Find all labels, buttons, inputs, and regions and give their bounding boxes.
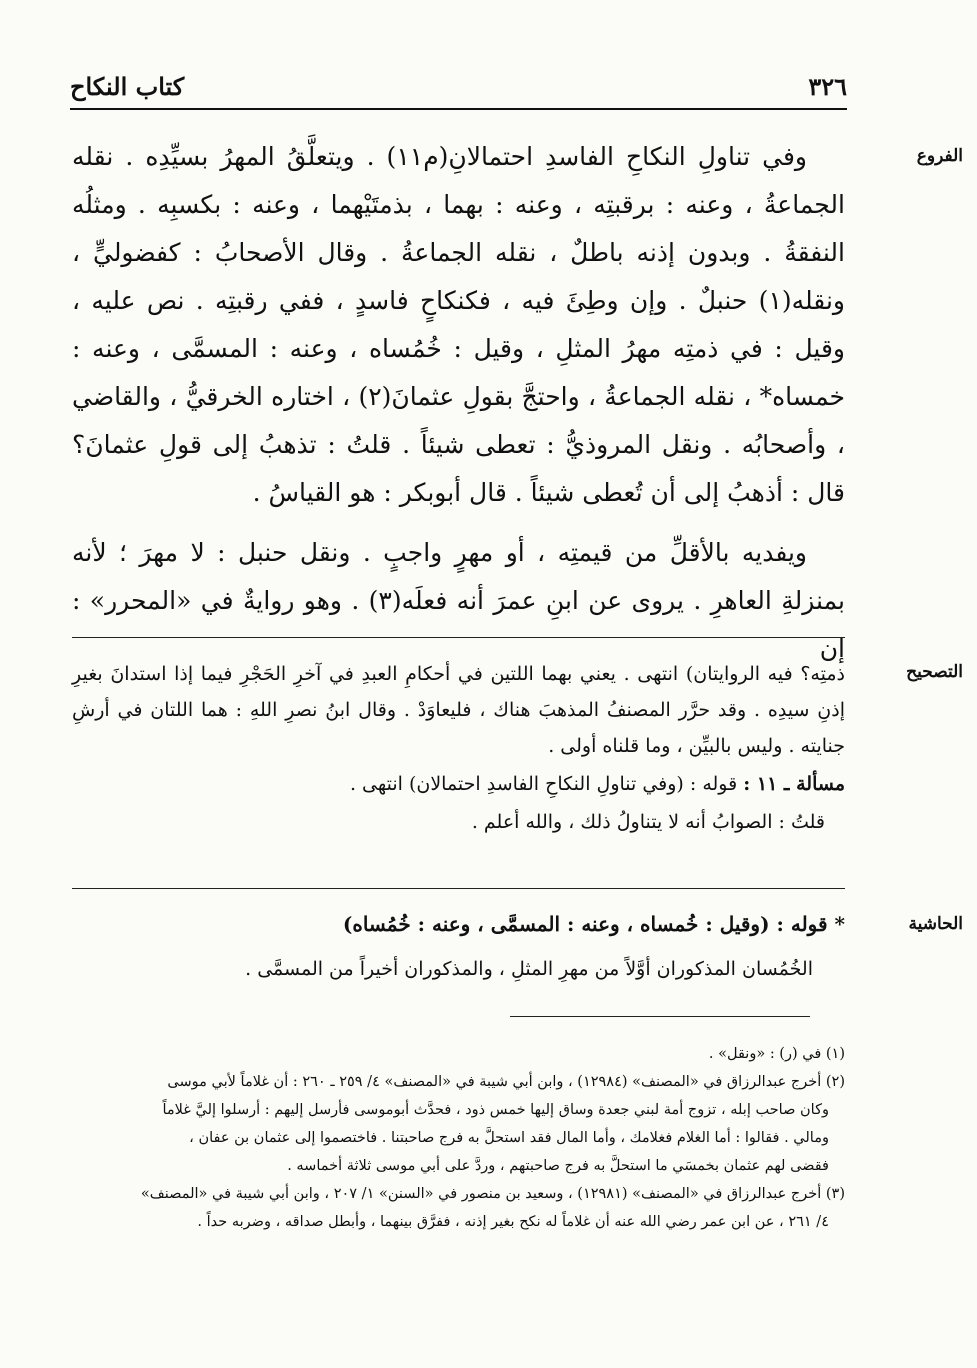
masala-line [72,766,845,802]
footnote-2-line-4: فقضى لهم عثمان بخمسَي ما استحلَّ به فرج صاحبتهم ، وردَّ على أبي موسى ثلاثة أخماسه . [287,1158,829,1174]
tashih-label: التصحيح [906,662,963,682]
section-divider-1 [72,637,845,638]
hashiya-text [72,912,845,980]
footnote-2-line-3: ومالي . فقالوا : أما الغلام فغلامك ، وأما المال فقد استحلَّ به فرج صاحبتنا . فاختصموا إلى عثمان بن عفان ، [189,1130,829,1146]
hashiya-label: الحاشية [908,914,963,934]
running-title: كتاب النكاح [70,72,185,101]
header-rule [70,108,847,110]
footnote-2-line-2: وكان صاحب إبله ، تزوج أمة لبني جعدة وساق إليها خمس ذود ، فحدَّث أبوموسى فأرسل إليهم : أرسلوا إليَّ غلاماً [162,1102,829,1118]
masala-text: قوله : (وفي تناولِ النكاحِ الفاسدِ احتمالان) انتهى . [349,773,738,795]
furu-label: الفروع [916,146,963,166]
tashih-text [72,656,845,840]
footnote-3-line-2: ٤/ ٢٦١ ، عن ابن عمر رضي الله عنه أن غلاماً له نكح بغير إذنه ، ففرَّق بينهما ، وأبطل صداقه ، وضربه حداً . [197,1214,829,1230]
section-divider-2 [72,888,845,889]
furu-paragraph-1: وفي تناولِ النكاحِ الفاسدِ احتمالانِ(م١١) . ويتعلَّقُ المهرُ بسيِّدِه . نقله الجماعةُ ، وعنه : برقبتِه ، وعنه : بهما ، بذمتَيْهما ، وعنه : بكسبِه . ومثلُه النفقةُ . وبدون إذنه باطلٌ ، نقله الجماعةُ . وقال الأصحابُ : كفضوليٍّ ، ونقله(١) حنبلٌ . وإن وطِئَ فيه ، فكنكاحٍ فاسدٍ ، ففي رقبتِه . نص عليه ، وقيل : في ذمتِه مهرُ المثلِ ، وقيل : خُمُساه ، وعنه : المسمَّى ، وعنه : خمساه* ، نقله الجماعةُ ، واحتجَّ بقولِ عثمانَ(٢) ، اختاره الخرقيُّ ، والقاضي ، وأصحابُه . ونقل المروذيُّ : تعطى شيئاً . قلتُ : تذهبُ إلى قولِ عثمانَ؟ قال : أذهبُ إلى أن تُعطى شيئاً . قال أبوبكر : هو القياسُ . [72,142,845,507]
hashiya-underline [510,1016,810,1017]
tashih-conclusion: قلتُ : الصوابُ أنه لا يتناولُ ذلك ، والله أعلم . [471,811,825,833]
footnote-3: (٣) أخرج عبدالرزاق في «المصنف» (١٢٩٨١) ، وسعيد بن منصور في «السنن» ١/ ٢٠٧ ، وابن أبي شيبة في «المصنف» [140,1186,845,1202]
footnote-2: (٢) أخرج عبدالرزاق في «المصنف» (١٢٩٨٤) ، وابن أبي شيبة في «المصنف» ٤/ ٢٥٩ ـ ٢٦٠ : أن غلاماً لأبي موسى [167,1074,845,1090]
page-number: ٣٢٦ [808,72,847,101]
hashiya-heading: * قوله : (وقيل : خُمساه ، وعنه : المسمَّى ، وعنه : خُمُساه) [342,912,845,936]
footnotes [72,1040,845,1236]
furu-paragraph-2: ويفديه بالأقلِّ من قيمتِه ، أو مهرٍ واجبٍ . ونقل حنبل : لا مهرَ ؛ لأنه بمنزلةِ العاهرِ . يروى عن ابنِ عمرَ أنه فعلَه(٣) . وهو روايةٌ في «المحرر» : إن [72,538,846,663]
tashih-paragraph: ذمتِه؟ فيه الروايتان) انتهى . يعني بهما اللتين في أحكامِ العبدِ في آخرِ الحَجْرِ فيما إذا استدانَ بغيرِ إذنِ سيدِه . وقد حرَّر المصنفُ المذهبَ هناك ، فليعاوَدْ . وقال ابنُ نصرِ اللهِ : هما اللتان في أرشِ جنايته . وليس بالبيِّن ، وما قلناه أولى . [72,663,845,757]
furu-text [72,133,845,673]
masala-label: مسألة ـ ١١ : [743,773,845,795]
footnote-1: (١) في (ر) : «ونقل» . [708,1046,845,1062]
page-header [70,72,847,106]
hashiya-body: الخُمُسان المذكوران أوَّلاً من مهرِ المثلِ ، والمذكوران أخيراً من المسمَّى . [245,958,813,980]
